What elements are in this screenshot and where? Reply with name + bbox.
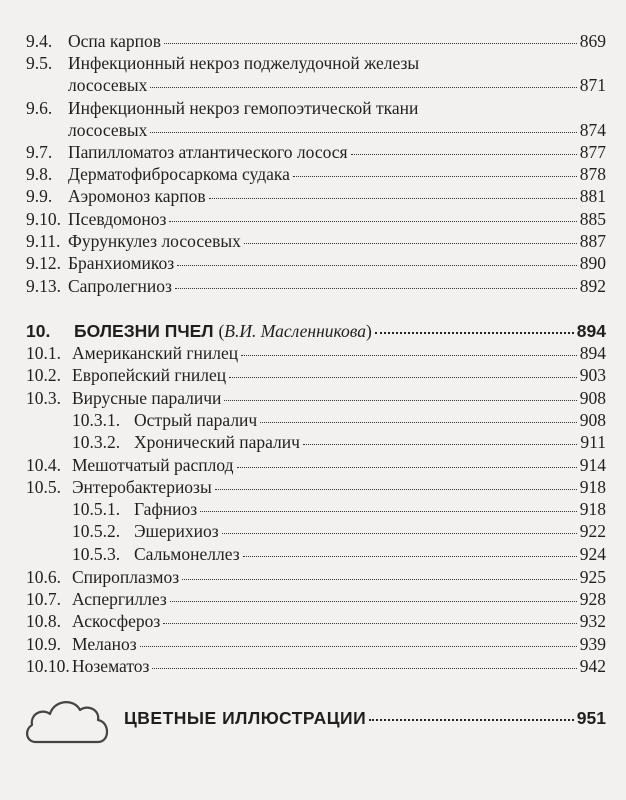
entry-title: Мешотчатый расплод: [72, 455, 234, 475]
entry-page: 932: [579, 611, 606, 631]
toc-entry-10-10[interactable]: [26, 655, 606, 677]
entry-number: 9.10.: [26, 209, 61, 229]
entry-page: 871: [579, 75, 606, 95]
chapter-page: 894: [576, 321, 606, 341]
toc-entry-10-8[interactable]: [26, 610, 606, 632]
entry-number: 9.11.: [26, 231, 61, 251]
entry-title-continued: лососевых: [68, 120, 148, 140]
entry-page: 924: [579, 544, 606, 564]
cloud-icon: [22, 690, 114, 750]
entry-number: 9.9.: [26, 186, 53, 206]
entry-title: Спироплазмоз: [72, 567, 180, 587]
dot-leader: [164, 43, 577, 44]
entry-number: 10.5.3.: [72, 544, 121, 564]
entry-page: 911: [580, 432, 606, 452]
entry-number: 10.5.1.: [72, 499, 121, 519]
entry-page: 922: [579, 521, 606, 541]
entry-page: 881: [579, 186, 606, 206]
entry-number: 9.7.: [26, 142, 53, 162]
entry-title: Инфекционный некроз поджелудочной железы: [68, 53, 420, 73]
dot-leader: [170, 601, 577, 602]
entry-title: Дерматофибросаркома судака: [68, 164, 290, 184]
illustrations-page: 951: [576, 708, 606, 728]
toc-entry-10-4[interactable]: [26, 454, 606, 476]
dot-leader: [169, 221, 576, 222]
paren-open: (: [218, 321, 225, 341]
toc-entry-9-11[interactable]: [26, 230, 606, 252]
entry-page: 925: [579, 567, 606, 587]
entry-title: Аэромоноз карпов: [68, 186, 206, 206]
entry-number: 10.1.: [26, 343, 61, 363]
entry-number: 10.8.: [26, 611, 61, 631]
entry-title: Аскосфероз: [72, 611, 161, 631]
entry-page: 885: [579, 209, 606, 229]
entry-title: Папилломатоз атлантического лосося: [68, 142, 348, 162]
toc-entry-10-3[interactable]: [26, 387, 606, 409]
entry-number: 10.3.1.: [72, 410, 121, 430]
entry-title: Оспа карпов: [68, 31, 162, 51]
entry-title: Хронический паралич: [134, 432, 300, 452]
entry-title: Гафниоз: [134, 499, 198, 519]
entry-number: 9.8.: [26, 164, 53, 184]
dot-leader: [222, 533, 577, 534]
entry-number: 10.6.: [26, 567, 61, 587]
entry-page: 903: [579, 365, 606, 385]
dot-leader: [200, 511, 577, 512]
entry-number: 9.6.: [26, 98, 53, 118]
dot-leader: [260, 422, 577, 423]
entry-page: 878: [579, 164, 606, 184]
entry-title: Нозематоз: [72, 656, 150, 676]
dot-leader: [224, 400, 576, 401]
entry-title: Сапролегниоз: [68, 276, 172, 296]
toc-entry-9-12[interactable]: [26, 252, 606, 274]
chapter-10-heading[interactable]: [26, 320, 606, 342]
dot-leader: [152, 668, 576, 669]
entry-number: 9.12.: [26, 253, 61, 273]
entry-number: 10.3.2.: [72, 432, 121, 452]
dot-leader: [243, 556, 577, 557]
toc-entry-10-3-1[interactable]: [72, 409, 606, 431]
entry-number: 9.4.: [26, 31, 53, 51]
toc-entry-9-4[interactable]: [26, 30, 606, 52]
entry-number: 9.5.: [26, 53, 53, 73]
entry-page: 942: [579, 656, 606, 676]
toc-entry-10-3-2[interactable]: [72, 431, 606, 453]
toc-entry-9-8[interactable]: [26, 163, 606, 185]
dot-leader: [163, 623, 576, 624]
entry-number: 10.5.: [26, 477, 61, 497]
entry-title: Эшерихиоз: [134, 521, 219, 541]
chapter-number: 10.: [26, 321, 51, 341]
entry-page: 892: [579, 276, 606, 296]
toc-entry-9-7[interactable]: [26, 141, 606, 163]
toc-entry-10-7[interactable]: [26, 588, 606, 610]
entry-title: Сальмонеллез: [134, 544, 240, 564]
entry-number: 10.3.: [26, 388, 61, 408]
entry-page: 939: [579, 634, 606, 654]
chapter-title-text: БОЛЕЗНИ ПЧЕЛ: [74, 321, 214, 341]
toc-entry-10-5-3[interactable]: [72, 543, 606, 565]
dot-leader: [237, 467, 577, 468]
toc-entry-9-5[interactable]: [26, 52, 606, 96]
dot-leader: [241, 355, 577, 356]
entry-title: Инфекционный некроз гемопоэтической ткани: [68, 98, 419, 118]
entry-page: 894: [579, 343, 606, 363]
toc-entry-10-5[interactable]: [26, 476, 606, 498]
entry-page: 914: [579, 455, 606, 475]
entry-number: 10.10.: [26, 656, 70, 676]
dot-leader: [150, 132, 576, 133]
entry-number: 10.4.: [26, 455, 61, 475]
toc-entry-9-13[interactable]: [26, 275, 606, 297]
entry-title: Псевдомоноз: [68, 209, 167, 229]
toc-entry-illustrations[interactable]: [124, 707, 606, 729]
dot-leader: [177, 265, 577, 266]
entry-title: Бранхиомикоз: [68, 253, 175, 273]
toc-entry-10-6[interactable]: [26, 566, 606, 588]
chapter-author: В.И. Масленникова: [224, 321, 367, 341]
toc-entry-10-5-1[interactable]: [72, 498, 606, 520]
entry-page: 918: [579, 477, 606, 497]
illustrations-title: ЦВЕТНЫЕ ИЛЛЮСТРАЦИИ: [124, 708, 367, 728]
toc-entry-9-9[interactable]: [26, 185, 606, 207]
entry-title-continued: лососевых: [68, 75, 148, 95]
entry-page: 887: [579, 231, 606, 251]
dot-leader: [369, 719, 574, 721]
toc-entry-10-2[interactable]: [26, 364, 606, 386]
chapter-title: [74, 320, 372, 342]
entry-title: Аспергиллез: [72, 589, 167, 609]
entry-page: 908: [579, 410, 606, 430]
entry-page: 874: [579, 120, 606, 140]
entry-page: 918: [579, 499, 606, 519]
entry-page: 928: [579, 589, 606, 609]
dot-leader: [140, 646, 577, 647]
entry-title: Меланоз: [72, 634, 137, 654]
toc-entry-9-10[interactable]: [26, 208, 606, 230]
toc-entry-10-1[interactable]: [26, 342, 606, 364]
dot-leader: [293, 176, 577, 177]
dot-leader: [375, 332, 574, 334]
entry-number: 10.5.2.: [72, 521, 121, 541]
entry-page: 908: [579, 388, 606, 408]
dot-leader: [351, 154, 577, 155]
dot-leader: [215, 489, 577, 490]
entry-number: 10.7.: [26, 589, 61, 609]
entry-number: 10.2.: [26, 365, 61, 385]
entry-page: 869: [579, 31, 606, 51]
entry-number: 9.13.: [26, 276, 61, 296]
dot-leader: [175, 288, 577, 289]
entry-page: 877: [579, 142, 606, 162]
toc-entry-10-5-2[interactable]: [72, 520, 606, 542]
entry-page: 890: [579, 253, 606, 273]
dot-leader: [244, 243, 577, 244]
entry-title: Вирусные параличи: [72, 388, 222, 408]
entry-title: Фурункулез лососевых: [68, 231, 241, 251]
entry-title: Острый паралич: [134, 410, 258, 430]
entry-number: 10.9.: [26, 634, 61, 654]
toc-entry-9-6[interactable]: [26, 97, 606, 141]
dot-leader: [303, 444, 577, 445]
entry-title: Американский гнилец: [72, 343, 239, 363]
dot-leader: [150, 87, 576, 88]
entry-title: Энтеробактериозы: [72, 477, 212, 497]
dot-leader: [229, 377, 577, 378]
dot-leader: [182, 579, 577, 580]
entry-title: Европейский гнилец: [72, 365, 227, 385]
paren-close: ): [366, 321, 372, 341]
toc-entry-10-9[interactable]: [26, 633, 606, 655]
dot-leader: [209, 198, 577, 199]
